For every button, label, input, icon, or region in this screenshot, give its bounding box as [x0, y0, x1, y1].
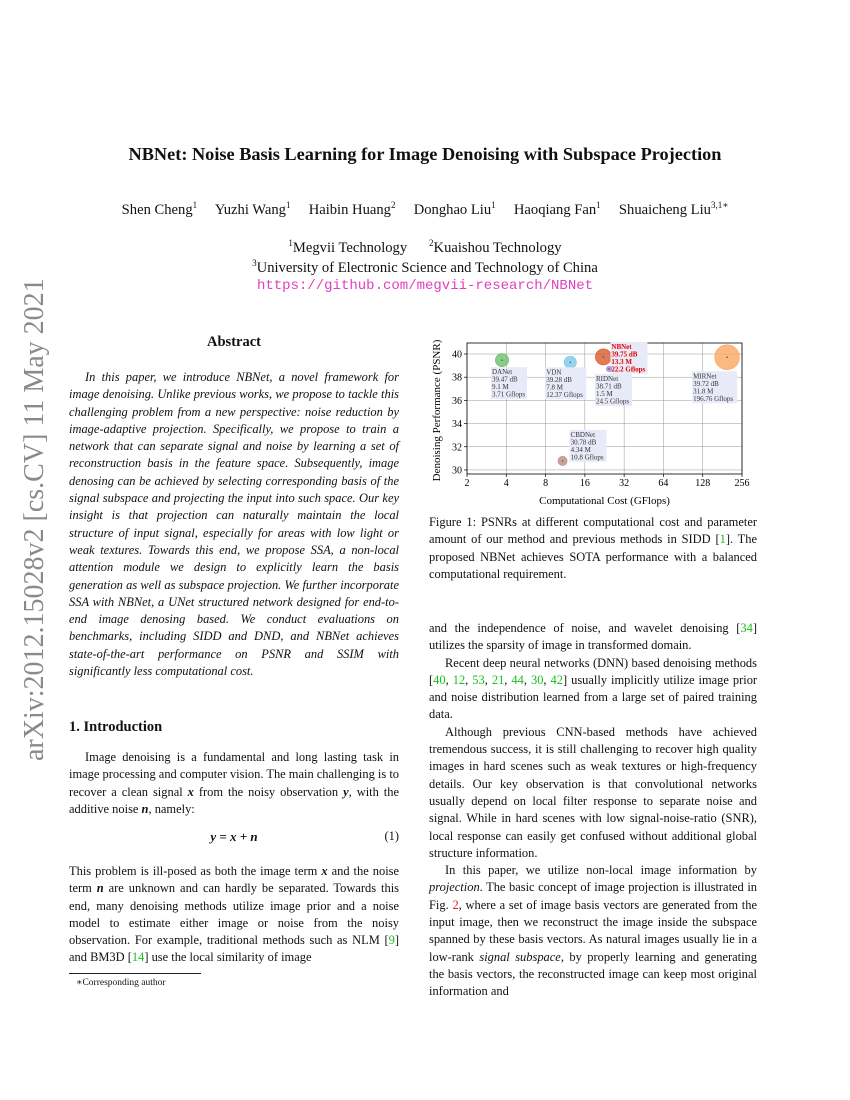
data-label-psnr-label: 39.47 dB — [492, 375, 518, 384]
text: , with the additive noise — [69, 784, 400, 816]
math: y — [343, 784, 349, 799]
data-label-gflops-label: 196.76 Gflops — [693, 394, 734, 403]
math: x — [321, 864, 328, 878]
x-tick-label: 32 — [619, 478, 630, 489]
data-label-psnr-label: 39.75 dB — [611, 350, 638, 359]
text: ] use the local similarity of image — [144, 950, 312, 965]
x-tick-label: 8 — [543, 478, 549, 489]
citation-link[interactable]: 12 — [452, 672, 466, 687]
figure-link[interactable]: 2 — [452, 897, 459, 912]
data-label-params-label: 4.34 M — [570, 445, 591, 454]
data-label-gflops-label: 3.71 Gflops — [492, 390, 526, 399]
data-point-center — [562, 460, 563, 461]
author-affiliation-sup: 1 — [285, 200, 291, 210]
x-tick-label: 256 — [734, 478, 750, 489]
paper-title: NBNet: Noise Basis Learning for Image Denoising with Subspace Projection — [128, 144, 722, 164]
data-point-center — [501, 359, 502, 360]
paragraph: Although previous CNN-based methods have achieved tremendous success, it is still challenging to recover high quality images in hard scenes such as weak textures or high-frequency details. Our key observation is that convolutional networks usually depend on local filter response to separate noise and signal. While in hard scenes with low signal-noise-ratio (SNR), local response can easily get confused without additional global structure information. — [429, 724, 757, 860]
x-axis-label: Computational Cost (GFlops) — [539, 495, 670, 507]
aff-sup: 3 — [252, 258, 257, 268]
author: Haoqiang Fan — [513, 201, 597, 218]
data-label-name: CBDNet — [570, 430, 596, 439]
citation-link[interactable]: 1 — [719, 532, 726, 547]
data-label-params-label: 1.5 M — [596, 389, 613, 398]
data-point-center — [608, 368, 609, 369]
y-tick-label: 34 — [452, 419, 462, 431]
data-point-center — [603, 356, 604, 357]
author-affiliation-sup: 1 — [491, 200, 496, 210]
text: , by properly learning and generating the basis vectors, the reconstructed image can keep most original information and — [429, 949, 757, 999]
data-label-params-label: 9.1 M — [492, 383, 509, 392]
right-column-text: and the independence of noise, and wavelet denoising [34] utilizes the sparsity of image in transformed domain. Recent deep neural networks (DNN) based denoising methods [40, 12, 53, 21, 44, 30, 42] usually implicitly utilize image prior and noise distribution learned from a large set of paired training data. Although previous CNN-based methods have achieved tremendous success, it is still challenging to recover high quality images in hard scenes such as weak textures or high-frequency details. Our key observation is that convolutional networks usually depend on local filter response to separate noise and signal. While in hard scenes with low signal-noise-ratio (SNR), local response can easily get confused without additional global structure information. In this paper, we utilize non-local image information by projection. The basic concept of image projection is illustrated in Fig. 2, where a set of image basis vectors are generated from the input image, then we reconstruct the image inside the subspace spanned by these basis vectors. As natural images usually lie in a low-rank signal subspace, by properly learning and generating the basis vectors, the reconstructed image can keep most original information and — [429, 621, 758, 999]
data-label-psnr-label: 30.78 dB — [570, 438, 597, 447]
x-tick-label: 64 — [658, 478, 669, 489]
text: Figure 1: PSNRs at different computational cost and parameter amount of our method and previous methods in SIDD [ — [429, 515, 757, 547]
data-label-name: NBNet — [611, 342, 632, 351]
data-label-name: RIDNet — [596, 374, 619, 383]
affiliation: University of Electronic Science and Technology of China — [256, 259, 598, 276]
data-label-params-label: 13.3 M — [611, 357, 633, 366]
data-label-psnr-label: 38.71 dB — [596, 382, 622, 391]
text: This problem is ill-posed as both the image term — [69, 864, 322, 878]
author: Haibin Huang — [308, 201, 391, 218]
text: , namely: — [148, 801, 195, 816]
y-tick-label: 32 — [452, 442, 462, 454]
data-label-gflops-label: 12.37 Gflops — [546, 390, 583, 399]
text: are unknown and can hardly be separated. Towards this end, many denoising methods utilize image prior and a noise model to estimate either image or noise from the noisy observation. For example, traditional methods such as NLM [ — [69, 881, 400, 948]
aff-sup: 2 — [429, 238, 434, 248]
y-tick-label: 38 — [452, 372, 462, 384]
citation-link[interactable]: 30 — [530, 672, 544, 687]
y-axis-label: Denoising Performance (PSNR) — [431, 339, 443, 482]
author-affiliation-sup: 2 — [390, 200, 396, 210]
text: , where a set of image basis vectors are generated from the input image, then we reconstruct the image inside the subspace spanned by these basis vectors. As natural images usually lie in a low-rank — [429, 897, 757, 964]
affiliations-line-2 — [0, 258, 850, 277]
math: n — [141, 801, 149, 816]
x-tick-label: 128 — [695, 478, 711, 489]
data-label-gflops-label: 22.2 Gflops — [611, 365, 646, 374]
footnote-rule — [69, 973, 201, 974]
abstract-heading: Abstract — [207, 334, 261, 350]
author: Donghao Liu — [413, 201, 492, 218]
text: . The basic concept of image projection is illustrated in Fig. — [429, 880, 757, 912]
psnr-vs-gflops-chart — [425, 335, 755, 510]
math: x — [187, 784, 194, 799]
citation-link[interactable]: 9 — [388, 933, 395, 948]
text: ] usually implicitly utilize image prior and noise distribution learned from a large set of paired training data. — [429, 672, 758, 722]
citation-link[interactable]: 42 — [550, 672, 563, 687]
y-tick-label: 40 — [452, 349, 462, 361]
author: Yuzhi Wang — [214, 201, 286, 218]
equation-number: (1) — [384, 829, 399, 843]
author-affiliation-sup: 3,1∗ — [710, 200, 729, 210]
citation-link[interactable]: 44 — [511, 672, 524, 687]
data-label-psnr-label: 39.28 dB — [546, 375, 572, 384]
intro-heading: 1. Introduction — [69, 719, 163, 735]
arxiv-stamp: arXiv:2012.15028v2 [cs.CV] 11 May 2021 — [19, 278, 50, 761]
data-label-psnr-label: 39.72 dB — [693, 379, 719, 388]
data-label-params-label: 7.8 M — [546, 383, 564, 392]
data-label-name: MIRNet — [693, 372, 717, 381]
y-tick-label: 36 — [452, 395, 462, 407]
author: Shuaicheng Liu — [618, 201, 711, 218]
citation-link[interactable]: 40 — [433, 672, 446, 687]
data-point-center — [570, 362, 571, 363]
math: n — [96, 881, 104, 896]
text: Image denoising is a fundamental and long lasting task in image processing and computer vision. The main challenging is to recover a clean signal — [69, 750, 399, 799]
text: In this paper, we utilize non-local image information by — [445, 863, 757, 878]
text: from the noisy observation — [193, 784, 344, 799]
citation-link[interactable]: 14 — [131, 950, 145, 965]
data-label-gflops-label: 10.8 Gflops — [570, 453, 604, 462]
citation-link[interactable]: 21 — [491, 672, 505, 687]
affiliation: Megvii Technology — [292, 239, 408, 256]
code-link[interactable]: https://github.com/megvii-research/NBNet — [256, 278, 594, 294]
author-list — [0, 200, 850, 219]
aff-sup: 1 — [288, 238, 293, 248]
data-label-name: DANet — [492, 368, 513, 377]
intro-paragraph-1 — [69, 749, 399, 818]
data-point-center — [726, 357, 727, 358]
footnote: ∗Corresponding author — [76, 978, 166, 988]
y-tick-label: 30 — [452, 465, 462, 477]
x-tick-label: 4 — [503, 478, 509, 489]
text: ]. The proposed NBNet achieves SOTA performance with a balanced computational requirement. — [429, 532, 757, 581]
affiliation: Kuaishou Technology — [433, 239, 562, 256]
equation-1: y = x + n — [210, 829, 258, 844]
data-label-name: VDN — [546, 368, 562, 377]
intro-paragraph-2 — [69, 863, 399, 967]
emph: signal subspace — [479, 949, 561, 964]
author-affiliation-sup: 1 — [596, 200, 601, 210]
text: and the independence of noise, and wavelet denoising [ — [429, 621, 741, 635]
author-affiliation-sup: 1 — [192, 200, 198, 210]
citation-link[interactable]: 53 — [472, 672, 485, 687]
text: and the noise term — [69, 864, 400, 896]
emph: projection — [429, 880, 480, 895]
citation-link[interactable]: 34 — [740, 621, 753, 635]
data-label-params-label: 31.8 M — [693, 387, 714, 396]
text: ] and BM3D [ — [69, 933, 399, 965]
data-label-gflops-label: 24.5 Gflops — [596, 397, 630, 406]
figure-caption — [429, 514, 757, 583]
affiliations-line-1 — [0, 238, 850, 257]
text: ] utilizes the sparsity of image in transformed domain. — [429, 621, 757, 653]
x-tick-label: 16 — [579, 478, 590, 489]
abstract-text: In this paper, we introduce NBNet, a novel framework for image denoising. Unlike previous works, we propose to tackle this challenging problem from a new perspective: noise reduction by image-adaptive projection. Specifically, we propose to train a network that can separate signal and noise by learning a set of reconstruction basis in the feature space. Subsequently, image denosing can be achieved by selecting corresponding basis of the signal subspace and projecting the input into such space. Our key insight is that projection can naturally maintain the local structure of input signal, especially for areas with low light or weak textures. Towards this end, we propose SSA, a non-local attention module we design to explicitly learn the basis generation as well as subspace projection. We further incorporate SSA with NBNet, a UNet structured network designed for end-to-end image denosing based. We conduct evaluations on benchmarks, including SIDD and DND, and NBNet achieves state-of-the-art performance on PSNR and SSIM with significantly less computational cost. — [69, 370, 399, 679]
abstract-body — [69, 369, 399, 680]
text: Recent deep neural networks (DNN) based denoising methods [ — [429, 655, 757, 687]
author: Shen Cheng — [121, 201, 193, 218]
x-tick-label: 2 — [464, 478, 470, 489]
